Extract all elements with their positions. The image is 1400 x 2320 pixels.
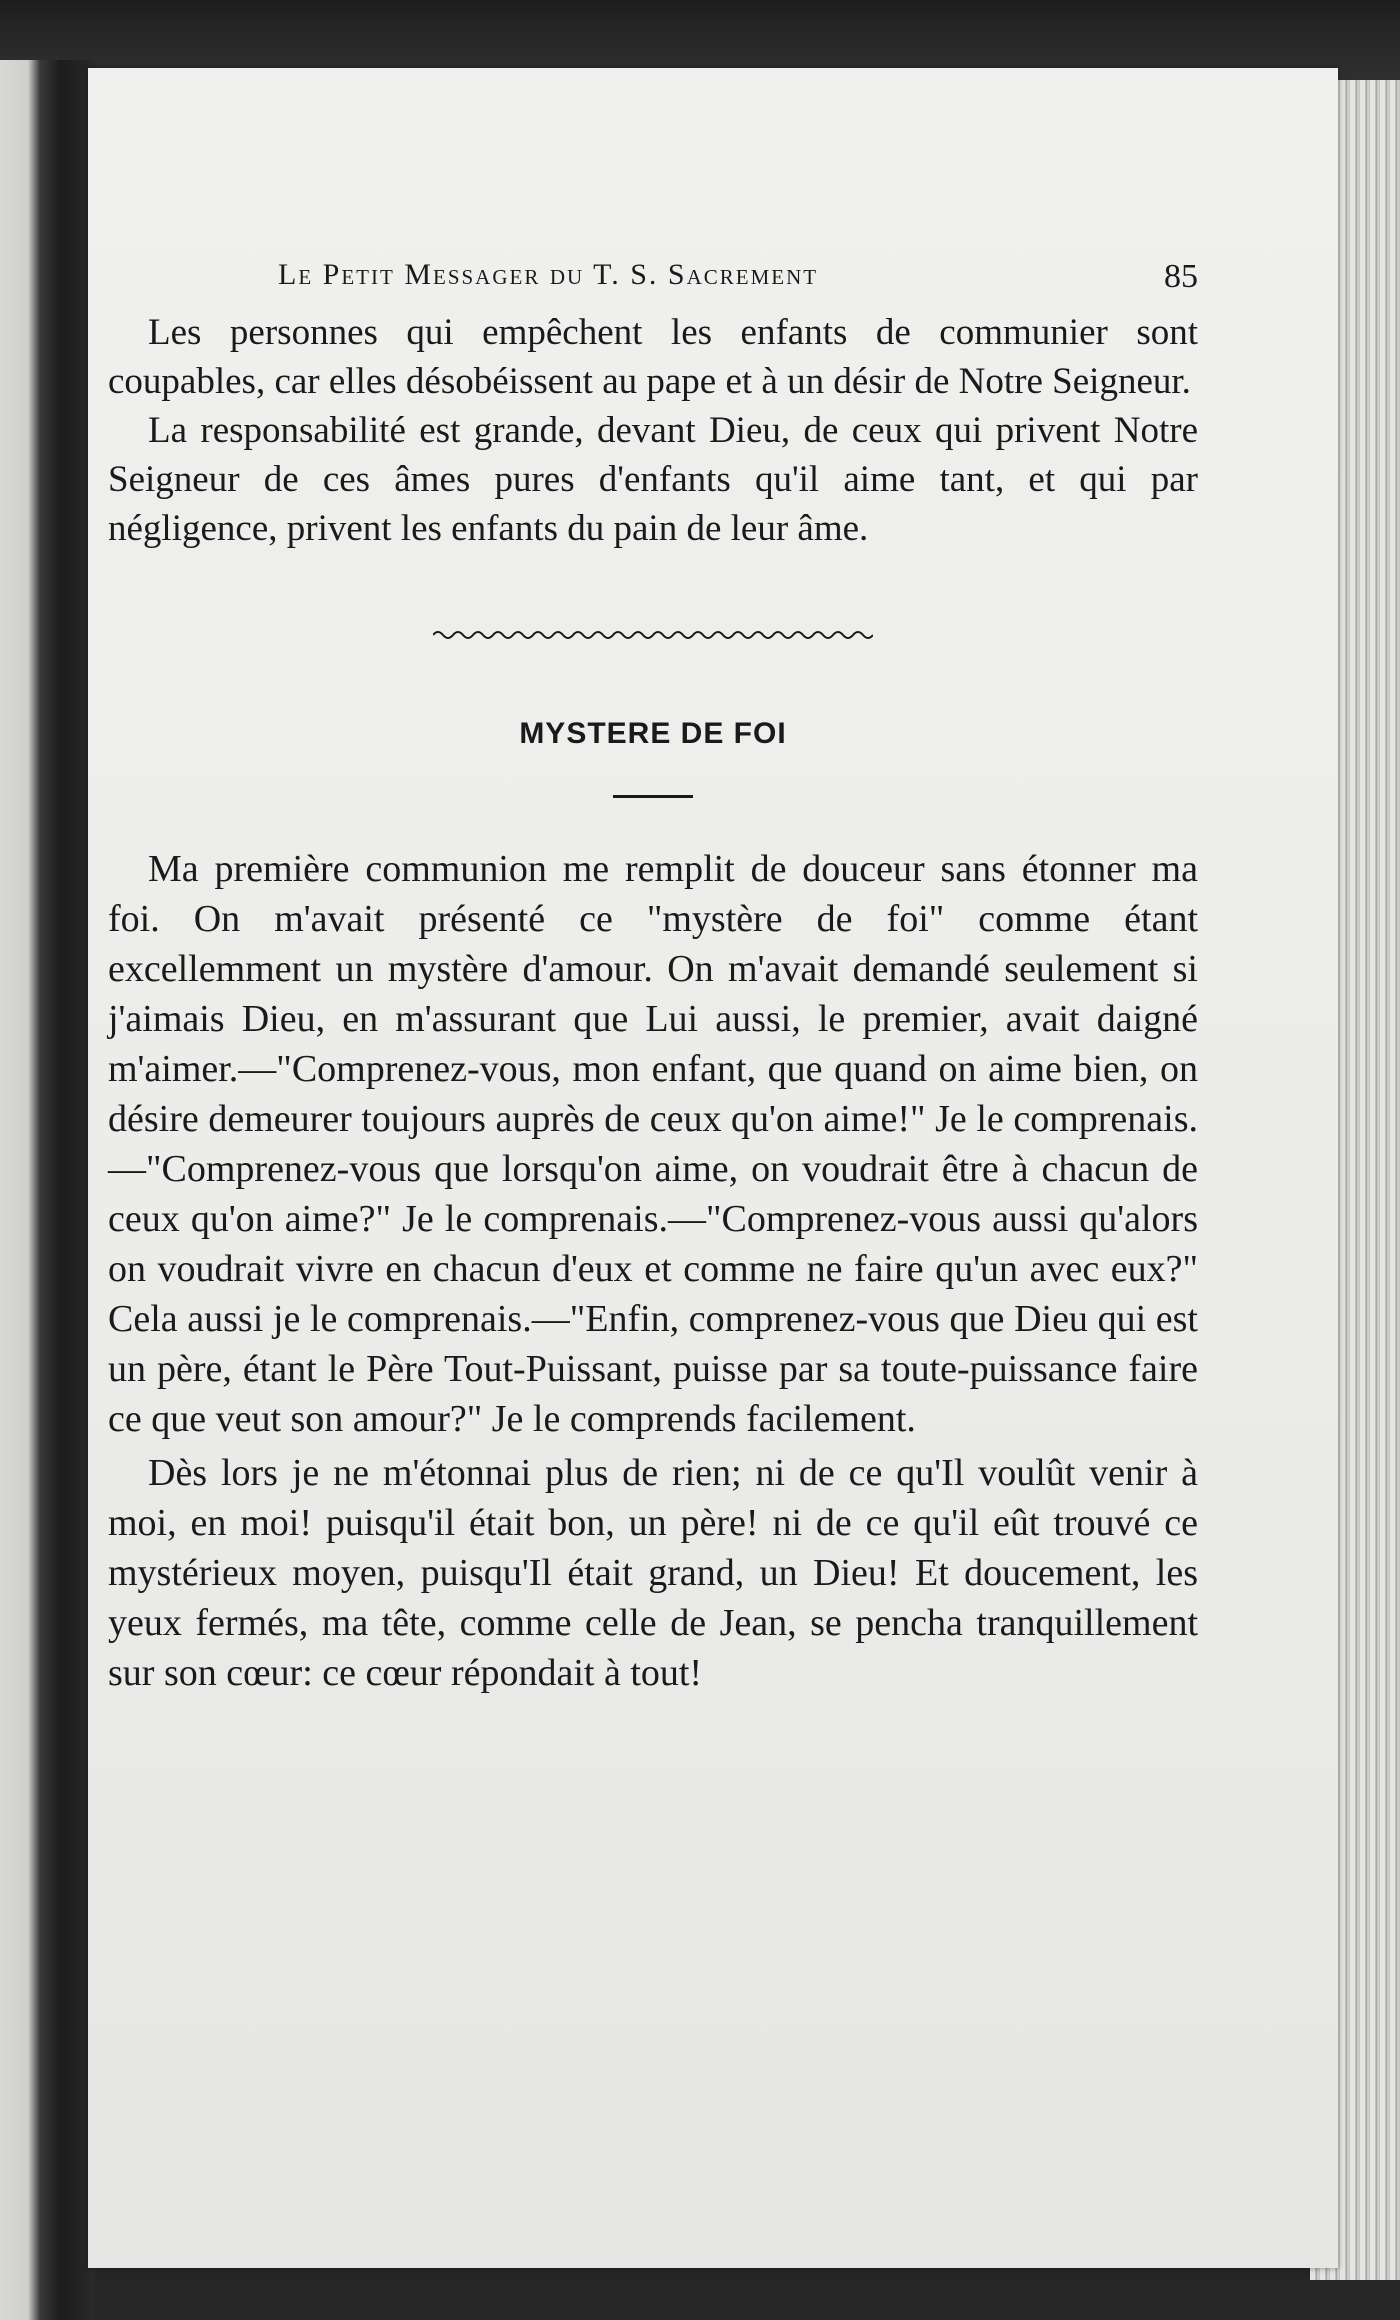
book-page bbox=[88, 68, 1338, 2268]
book-binding bbox=[0, 60, 95, 2320]
ornamental-divider bbox=[108, 623, 1198, 653]
wavy-line-icon bbox=[433, 623, 873, 647]
section-body bbox=[108, 844, 1198, 1698]
running-head bbox=[108, 248, 1198, 308]
page-number: 85 bbox=[1164, 258, 1198, 295]
paragraph: Les personnes qui empêchent les enfants de communier sont coupables, car elles désobéissent au pape et à un désir de Notre Seigneur. bbox=[108, 312, 1198, 402]
page-content bbox=[108, 248, 1198, 1698]
paragraph: La responsabilité est grande, devant Dieu, de ceux qui privent Notre Seigneur de ces âmes pures d'enfants qu'il aime tant, et qui par négligence, privent les enfants du pain de leur âme. bbox=[108, 410, 1198, 549]
intro-text bbox=[108, 308, 1198, 553]
section-title: MYSTERE DE FOI bbox=[519, 717, 787, 750]
running-title: Le Petit Messager du T. S. Sacrement bbox=[278, 258, 819, 291]
paragraph: Dès lors je ne m'étonnai plus de rien; ni de ce qu'Il voulût venir à moi, en moi! puisqu'il était bon, un père! ni de ce qu'il eût trouvé ce mystérieux moyen, puisqu'Il était grand, un Dieu! Et doucement, les yeux fermés, ma tête, comme celle de Jean, se pencha tranquillement sur son cœur: ce cœur répondait à tout! bbox=[108, 1452, 1198, 1694]
title-rule bbox=[613, 795, 693, 798]
paragraph: Ma première communion me remplit de douceur sans étonner ma foi. On m'avait présenté ce "mystère de foi" comme étant excellemment un mystère d'amour. On m'avait demandé seulement si j'aimais Dieu, en m'assurant que Lui aussi, le premier, avait daigné m'aimer.—"Comprenez-vous, mon enfant, que quand on aime bien, on désire demeurer toujours auprès de ceux qu'on aime!" Je le comprenais.—"Comprenez-vous que lorsqu'on aime, on voudrait être à chacun de ceux qu'on aime?" Je le comprenais.—"Comprenez-vous aussi qu'alors on voudrait vivre en chacun d'eux et comme ne faire qu'un avec eux?" Cela aussi je le comprenais.—"Enfin, comprenez-vous que Dieu qui est un père, étant le Père Tout-Puissant, puisse par sa toute-puissance faire ce que veut son amour?" Je le comprends facilement. bbox=[108, 848, 1198, 1440]
